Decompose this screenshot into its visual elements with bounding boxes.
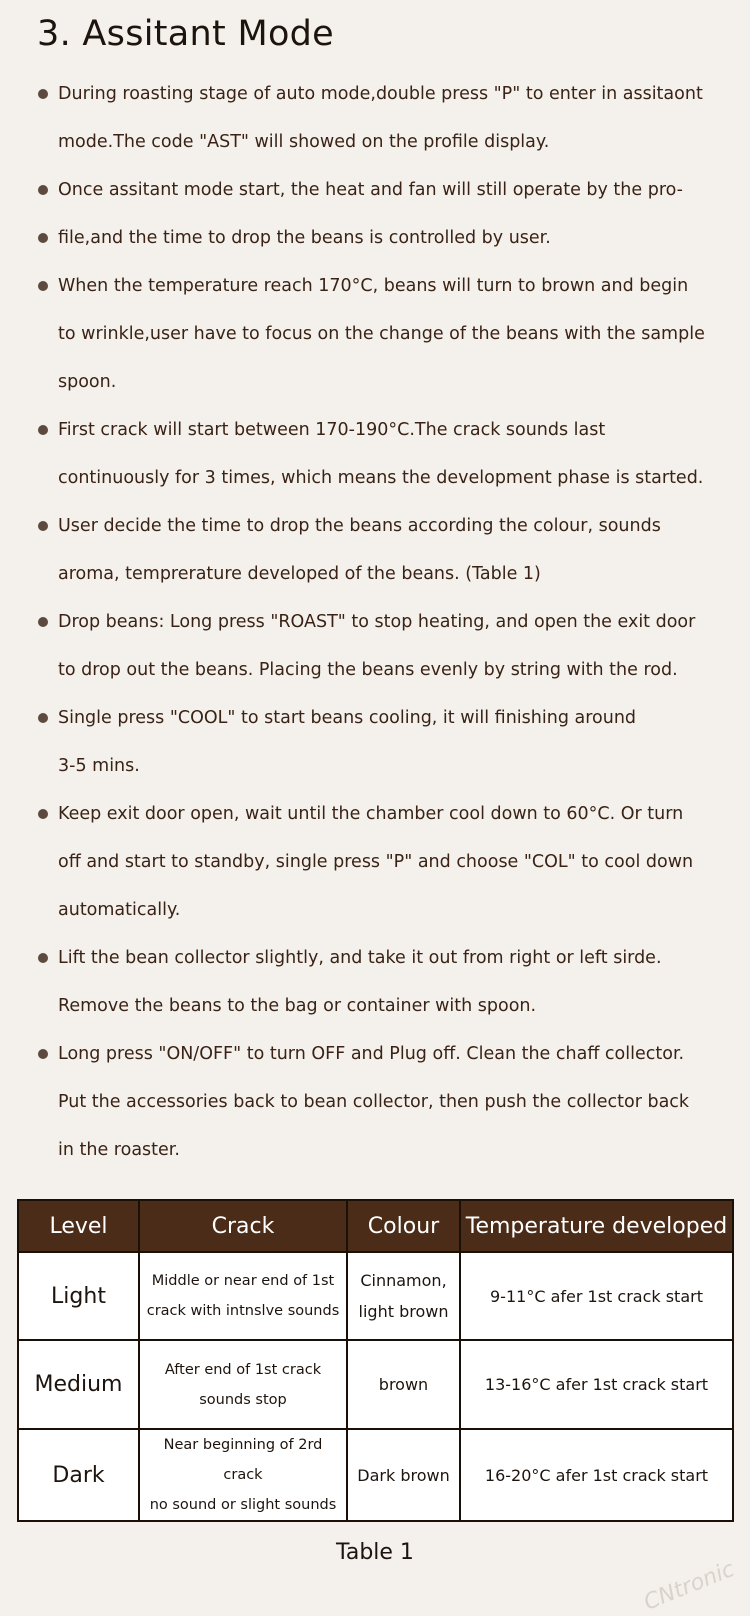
cell-colour [347, 1252, 460, 1340]
list-item [38, 166, 738, 214]
cell-crack-line: crack with intnslve sounds [146, 1303, 340, 1319]
cell-level: Light [18, 1252, 139, 1340]
bullet-text-line: Keep exit door open, wait until the chamber cool down to 60°C. Or turn [58, 804, 684, 824]
bullet-dot-icon [38, 89, 48, 99]
bullet-text-line: Drop beans: Long press "ROAST" to stop heating, and open the exit door [58, 612, 696, 632]
bullet-text-line: off and start to standby, single press "P" and choose "COL" to cool down [58, 852, 694, 872]
bullet-text-line: 3-5 mins. [58, 756, 140, 776]
cell-crack-line: sounds stop [199, 1391, 287, 1408]
bullet-text-line: When the temperature reach 170°C, beans will turn to brown and begin [58, 276, 689, 296]
bullet-text-line: aroma, temprerature developed of the beans. (Table 1) [58, 564, 541, 584]
cell-colour-line: Cinnamon, [360, 1271, 447, 1290]
cell-crack-line: Middle or near end of 1st [151, 1273, 335, 1289]
header-level: Level [18, 1200, 139, 1252]
cell-temperature: 9-11°C afer 1st crack start [460, 1252, 733, 1340]
bullet-dot-icon [38, 617, 48, 627]
cell-level: Medium [18, 1340, 139, 1429]
bullet-text-line: automatically. [58, 900, 181, 920]
bullet-text-line: Put the accessories back to bean collector, then push the collector back [58, 1092, 690, 1112]
table-body [18, 1252, 733, 1521]
bullet-text-line: mode.The code "AST" will showed on the profile display. [58, 132, 550, 152]
bullet-dot-icon [38, 185, 48, 195]
cell-colour [347, 1429, 460, 1521]
instruction-list [38, 70, 738, 1174]
table-row [18, 1252, 733, 1340]
cell-colour-line: light brown [358, 1302, 449, 1321]
list-item [38, 406, 738, 502]
cell-level: Dark [18, 1429, 139, 1521]
list-item [38, 262, 738, 406]
cell-temperature: 16-20°C afer 1st crack start [460, 1429, 733, 1521]
bullet-dot-icon [38, 1049, 48, 1059]
table-header-row [18, 1200, 733, 1252]
list-item [38, 934, 738, 1030]
list-item [38, 694, 738, 790]
table-row [18, 1340, 733, 1429]
bullet-text-line: file,and the time to drop the beans is controlled by user. [58, 228, 551, 248]
cell-temperature: 13-16°C afer 1st crack start [460, 1340, 733, 1429]
bullet-text-line: Long press "ON/OFF" to turn OFF and Plug off. Clean the chaff collector. [58, 1044, 685, 1064]
list-item [38, 598, 738, 694]
list-item [38, 70, 738, 166]
header-temperature: Temperature developed [460, 1200, 733, 1252]
cell-colour-line: brown [378, 1375, 429, 1394]
roast-level-table-wrap [17, 1199, 732, 1522]
bullet-text-line: User decide the time to drop the beans according the colour, sounds [58, 516, 661, 536]
list-item [38, 790, 738, 934]
bullet-dot-icon [38, 281, 48, 291]
bullet-text-line: to wrinkle,user have to focus on the change of the beans with the sample [58, 324, 705, 344]
bullet-text-line: Remove the beans to the bag or container with spoon. [58, 996, 537, 1016]
table-row [18, 1429, 733, 1521]
cell-crack [139, 1429, 347, 1521]
list-item [38, 1030, 738, 1174]
bullet-text-line: First crack will start between 170-190°C.The crack sounds last [58, 420, 606, 440]
watermark-logo: CNtronic [640, 1556, 738, 1616]
bullet-dot-icon [38, 233, 48, 243]
bullet-text-line: spoon. [58, 372, 117, 392]
bullet-dot-icon [38, 713, 48, 723]
bullet-dot-icon [38, 425, 48, 435]
bullet-text-line: to drop out the beans. Placing the beans evenly by string with the rod. [58, 660, 678, 680]
cell-crack-line: Near beginning of 2rd crack [163, 1437, 323, 1483]
header-crack: Crack [139, 1200, 347, 1252]
section-title: 3. Assitant Mode [37, 14, 335, 54]
bullet-dot-icon [38, 521, 48, 531]
bullet-dot-icon [38, 953, 48, 963]
cell-crack-line: no sound or slight sounds [149, 1497, 337, 1513]
table-caption: Table 1 [336, 1540, 414, 1565]
cell-crack [139, 1340, 347, 1429]
bullet-dot-icon [38, 809, 48, 819]
bullet-text-line: During roasting stage of auto mode,double press "P" to enter in assitaont [58, 84, 703, 104]
list-item [38, 502, 738, 598]
bullet-text-line: continuously for 3 times, which means the development phase is started. [58, 468, 704, 488]
cell-crack-line: After end of 1st crack [164, 1361, 322, 1378]
bullet-text-line: Lift the bean collector slightly, and take it out from right or left sirde. [58, 948, 662, 968]
bullet-text-line: Single press "COOL" to start beans cooling, it will finishing around [58, 708, 637, 728]
bullet-text-line: Once assitant mode start, the heat and fan will still operate by the pro- [58, 180, 683, 200]
bullet-text-line: in the roaster. [58, 1140, 180, 1160]
roast-level-table [17, 1199, 734, 1522]
cell-crack [139, 1252, 347, 1340]
cell-colour-line: Dark brown [357, 1465, 450, 1485]
header-colour: Colour [347, 1200, 460, 1252]
list-item [38, 214, 738, 262]
cell-colour [347, 1340, 460, 1429]
